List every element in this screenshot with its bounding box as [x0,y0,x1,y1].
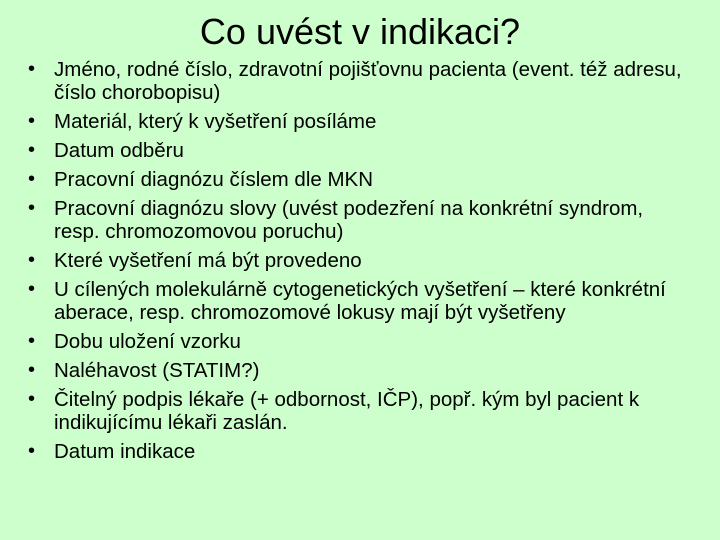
bullet-list [28,58,688,469]
bullet-item [28,168,688,191]
bullet-item [28,278,688,324]
bullet-item [28,359,688,382]
bullet-item [28,440,688,463]
bullet-text: Dobu uložení vzorku [54,330,241,353]
bullet-dot-icon: • [28,330,36,352]
bullet-item [28,139,688,162]
bullet-text: Jméno, rodné číslo, zdravotní pojišťovnu pacienta (event. též adresu, číslo chorobopisu) [54,58,682,104]
bullet-text: Čitelný podpis lékaře (+ odbornost, IČP), popř. kým byl pacient k indikujícímu lékaři zaslán. [54,388,640,434]
bullet-text: Pracovní diagnózu číslem dle MKN [54,168,374,191]
bullet-dot-icon: • [28,197,36,219]
bullet-item [28,388,688,434]
bullet-dot-icon: • [28,388,36,410]
bullet-text: Které vyšetření má být provedeno [54,249,362,272]
bullet-dot-icon: • [28,168,36,190]
bullet-dot-icon: • [28,139,36,161]
bullet-text: Materiál, který k vyšetření posíláme [54,110,377,133]
bullet-item [28,197,688,243]
bullet-item [28,249,688,272]
slide-title: Co uvést v indikaci? [199,11,521,52]
bullet-text: Pracovní diagnózu slovy (uvést podezření na konkrétní syndrom, resp. chromozomovou poruchu) [54,197,644,243]
bullet-text: Datum odběru [54,139,184,162]
bullet-item [28,110,688,133]
bullet-dot-icon: • [28,440,36,462]
bullet-dot-icon: • [28,278,36,300]
bullet-dot-icon: • [28,359,36,381]
bullet-dot-icon: • [28,249,36,271]
bullet-dot-icon: • [28,58,36,80]
bullet-text: Datum indikace [54,440,196,463]
bullet-item [28,58,688,104]
bullet-item [28,330,688,353]
bullet-text: U cílených molekulárně cytogenetických vyšetření – které konkrétní aberace, resp. chromozomové lokusy mají být vyšetřeny [54,278,666,324]
bullet-text: Naléhavost (STATIM?) [54,359,260,382]
bullet-dot-icon: • [28,110,36,132]
